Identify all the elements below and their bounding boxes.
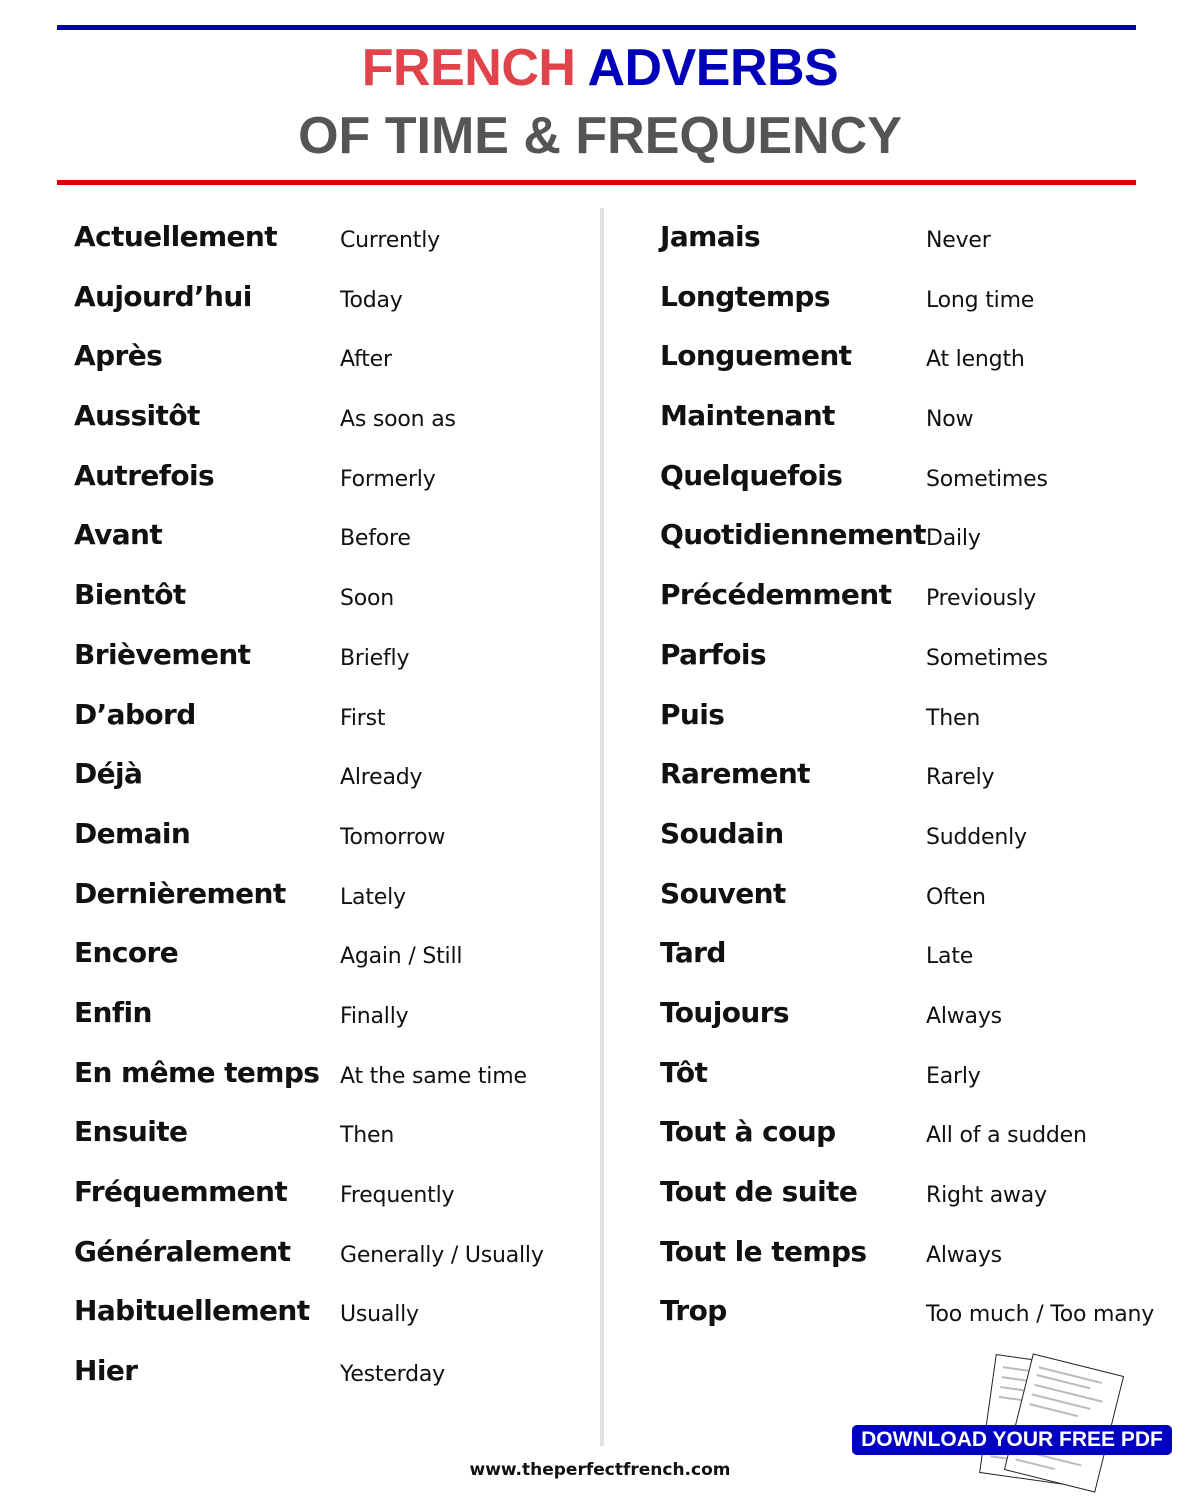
english-translation: Finally xyxy=(340,1003,409,1029)
french-word: Hier xyxy=(74,1354,138,1388)
english-translation: Rarely xyxy=(926,765,995,791)
english-translation: Formerly xyxy=(340,466,436,492)
french-word: Rarement xyxy=(660,757,810,791)
bottom-red-bar xyxy=(57,180,1136,185)
english-translation: Currently xyxy=(340,228,440,253)
english-translation: Tomorrow xyxy=(340,824,446,850)
french-word: Précédemment xyxy=(660,578,892,612)
french-word: Encore xyxy=(74,936,179,970)
french-word: Tout de suite xyxy=(660,1175,858,1208)
french-word: En même temps xyxy=(74,1055,320,1089)
french-word: Brièvement xyxy=(74,637,251,671)
french-word: Déjà xyxy=(74,757,143,791)
english-translation: First xyxy=(340,705,386,731)
english-translation: Soon xyxy=(340,586,395,612)
french-word: Toujours xyxy=(660,995,789,1029)
french-word: Dernièrement xyxy=(74,876,286,910)
french-word: Fréquemment xyxy=(74,1175,288,1208)
english-translation: All of a sudden xyxy=(926,1123,1087,1149)
english-translation: Lately xyxy=(340,884,406,910)
english-translation: Then xyxy=(340,1123,395,1149)
french-word: Jamais xyxy=(660,220,761,253)
french-word: Maintenant xyxy=(660,399,835,433)
french-word: Enfin xyxy=(74,995,152,1029)
english-translation: At length xyxy=(926,347,1025,373)
english-translation: Briefly xyxy=(340,645,410,671)
english-translation: Sometimes xyxy=(926,466,1048,492)
english-translation: Daily xyxy=(926,526,981,552)
title-word-adverbs: ADVERBS xyxy=(587,39,839,97)
column-divider xyxy=(600,208,604,1446)
english-translation: Before xyxy=(340,526,411,552)
english-translation: After xyxy=(340,347,392,373)
english-translation: Right away xyxy=(926,1183,1047,1208)
french-word: Souvent xyxy=(660,876,786,910)
french-word: Tôt xyxy=(660,1055,708,1089)
french-word: Trop xyxy=(660,1294,727,1328)
english-translation: Sometimes xyxy=(926,645,1048,671)
french-word: Puis xyxy=(660,697,725,731)
title-word-french: FRENCH xyxy=(361,39,576,97)
french-word: Habituellement xyxy=(74,1294,310,1328)
french-word: Tout à coup xyxy=(660,1115,836,1149)
french-word: Aussitôt xyxy=(74,399,200,433)
english-translation: Then xyxy=(926,705,981,731)
english-translation: Already xyxy=(340,765,423,791)
english-translation: As soon as xyxy=(340,407,456,433)
english-translation: Now xyxy=(926,407,974,433)
french-word: Longtemps xyxy=(660,279,830,313)
english-translation: Often xyxy=(926,884,986,910)
english-translation: Never xyxy=(926,228,991,253)
english-translation: Frequently xyxy=(340,1183,455,1208)
english-translation: Usually xyxy=(340,1302,419,1328)
french-word: Tard xyxy=(660,936,726,970)
french-word: Parfois xyxy=(660,637,766,671)
english-translation: Always xyxy=(926,1003,1002,1029)
french-word: Actuellement xyxy=(74,220,278,253)
page-subtitle: OF TIME & FREQUENCY xyxy=(298,107,902,165)
english-translation: Yesterday xyxy=(340,1362,445,1388)
english-translation: Late xyxy=(926,944,974,970)
website-url[interactable]: www.theperfectfrench.com xyxy=(469,1460,731,1480)
french-word: Aujourd’hui xyxy=(74,279,252,313)
french-word: Après xyxy=(74,339,163,373)
french-word: D’abord xyxy=(74,697,196,731)
top-blue-bar xyxy=(57,25,1136,30)
english-translation: Long time xyxy=(926,287,1035,313)
french-word: Quelquefois xyxy=(660,458,843,492)
french-word: Avant xyxy=(74,518,163,552)
french-word: Longuement xyxy=(660,339,852,373)
french-word: Ensuite xyxy=(74,1115,188,1149)
english-translation: Always xyxy=(926,1242,1002,1268)
english-translation: Generally / Usually xyxy=(340,1242,544,1268)
french-word: Quotidiennement xyxy=(660,518,926,552)
english-translation: Previously xyxy=(926,586,1037,612)
english-translation: Again / Still xyxy=(340,944,463,970)
french-word: Demain xyxy=(74,816,191,850)
french-word: Tout le temps xyxy=(660,1234,867,1268)
english-translation: Today xyxy=(340,287,403,313)
english-translation: Suddenly xyxy=(926,824,1027,850)
english-translation: Too much / Too many xyxy=(926,1302,1155,1328)
french-word: Généralement xyxy=(74,1234,291,1268)
english-translation: Early xyxy=(926,1063,981,1089)
english-translation: At the same time xyxy=(340,1063,527,1089)
download-pdf-button[interactable]: DOWNLOAD YOUR FREE PDF xyxy=(852,1425,1172,1455)
french-word: Autrefois xyxy=(74,458,215,492)
page-title xyxy=(0,38,1200,98)
french-word: Bientôt xyxy=(74,578,186,612)
french-word: Soudain xyxy=(660,816,784,850)
